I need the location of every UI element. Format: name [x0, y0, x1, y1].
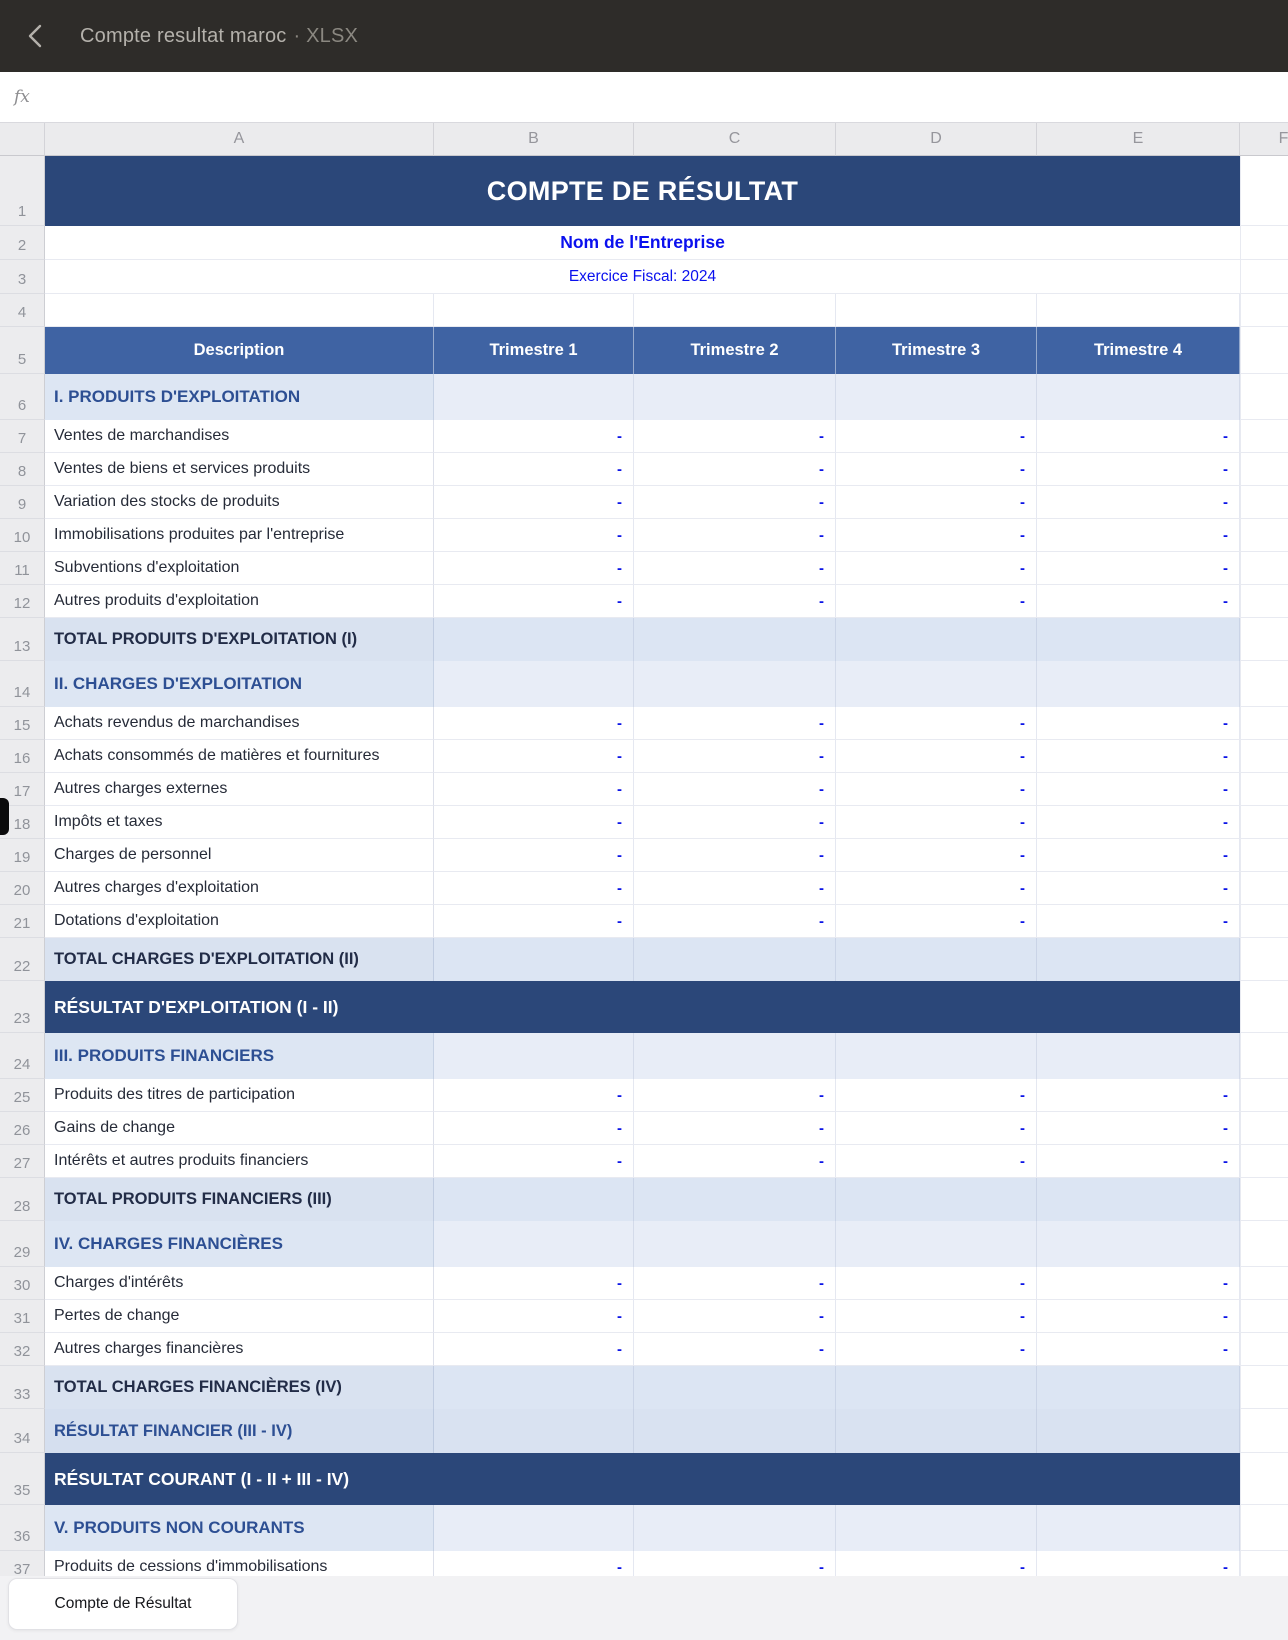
row-header-36[interactable]: 36 [0, 1505, 45, 1551]
cell-F23[interactable] [1240, 981, 1288, 1033]
cell-F35[interactable] [1240, 1453, 1288, 1505]
cell-B36[interactable] [434, 1505, 634, 1551]
cell-B28[interactable] [434, 1178, 634, 1221]
row-36 [0, 1505, 1288, 1551]
cell-E5[interactable]: Trimestre 4 [1037, 327, 1240, 374]
row-31 [0, 1300, 1288, 1333]
cell-A4[interactable] [45, 294, 434, 327]
row-14 [0, 661, 1288, 707]
cell-F6[interactable] [1240, 374, 1288, 420]
cell-A25[interactable]: Produits des titres de participation [45, 1079, 434, 1112]
cell-A29[interactable]: IV. CHARGES FINANCIÈRES [45, 1221, 434, 1267]
cell-A9[interactable]: Variation des stocks de produits [45, 486, 434, 519]
cell-B22[interactable] [434, 938, 634, 981]
cell-F5[interactable] [1240, 327, 1288, 374]
row-19 [0, 839, 1288, 872]
cell-F25[interactable] [1240, 1079, 1288, 1112]
cell-D27[interactable]: - [836, 1145, 1037, 1178]
cell-E11[interactable]: - [1037, 552, 1240, 585]
cell-D10[interactable]: - [836, 519, 1037, 552]
row-header-9[interactable]: 9 [0, 486, 45, 519]
row-34 [0, 1409, 1288, 1453]
cell-E32[interactable]: - [1037, 1333, 1240, 1366]
row-header-34[interactable]: 34 [0, 1409, 45, 1453]
cell-C4[interactable] [634, 294, 836, 327]
cell-F7[interactable] [1240, 420, 1288, 453]
row-drag-handle[interactable] [0, 798, 9, 835]
row-37 [0, 1551, 1288, 1576]
cell-C19[interactable]: - [634, 839, 836, 872]
cell-E9[interactable]: - [1037, 486, 1240, 519]
cell-A3[interactable] [45, 260, 1240, 294]
row-header-5[interactable]: 5 [0, 327, 45, 374]
cell-B19[interactable]: - [434, 839, 634, 872]
cell-E14[interactable] [1037, 661, 1240, 707]
row-17 [0, 773, 1288, 806]
cell-F26[interactable] [1240, 1112, 1288, 1145]
cell-F9[interactable] [1240, 486, 1288, 519]
merged-label-3: Exercice Fiscal: 2024 [568, 267, 717, 285]
cell-F36[interactable] [1240, 1505, 1288, 1551]
cell-F34[interactable] [1240, 1409, 1288, 1453]
row-1 [0, 156, 1288, 226]
cell-E27[interactable]: - [1037, 1145, 1240, 1178]
row-27 [0, 1145, 1288, 1178]
row-header-3[interactable]: 3 [0, 260, 45, 294]
cell-C15[interactable]: - [634, 707, 836, 740]
cell-F12[interactable] [1240, 585, 1288, 618]
cell-E28[interactable] [1037, 1178, 1240, 1221]
cell-F2[interactable] [1240, 226, 1288, 260]
cell-A14[interactable]: II. CHARGES D'EXPLOITATION [45, 661, 434, 707]
column-header-D[interactable]: D [836, 123, 1037, 156]
cell-C29[interactable] [634, 1221, 836, 1267]
cell-F27[interactable] [1240, 1145, 1288, 1178]
cell-E26[interactable]: - [1037, 1112, 1240, 1145]
row-13 [0, 618, 1288, 661]
cell-A7[interactable]: Ventes de marchandises [45, 420, 434, 453]
cell-A34[interactable]: RÉSULTAT FINANCIER (III - IV) [45, 1409, 434, 1453]
cell-A27[interactable]: Intérêts et autres produits financiers [45, 1145, 434, 1178]
cell-F18[interactable] [1240, 806, 1288, 839]
cell-B10[interactable]: - [434, 519, 634, 552]
cell-E19[interactable]: - [1037, 839, 1240, 872]
row-24 [0, 1033, 1288, 1079]
cell-A32[interactable]: Autres charges financières [45, 1333, 434, 1366]
cell-B24[interactable] [434, 1033, 634, 1079]
cell-B18[interactable]: - [434, 806, 634, 839]
row-18 [0, 806, 1288, 839]
cell-F17[interactable] [1240, 773, 1288, 806]
row-header-29[interactable]: 29 [0, 1221, 45, 1267]
cell-F16[interactable] [1240, 740, 1288, 773]
cell-D12[interactable]: - [836, 585, 1037, 618]
cell-B12[interactable]: - [434, 585, 634, 618]
cell-F33[interactable] [1240, 1366, 1288, 1409]
row-header-13[interactable]: 13 [0, 618, 45, 661]
cell-E8[interactable]: - [1037, 453, 1240, 486]
row-header-4[interactable]: 4 [0, 294, 45, 327]
fx-icon: fx [14, 87, 30, 107]
cell-D24[interactable] [836, 1033, 1037, 1079]
row-header-12[interactable]: 12 [0, 585, 45, 618]
cell-C30[interactable]: - [634, 1267, 836, 1300]
cell-D26[interactable]: - [836, 1112, 1037, 1145]
cell-C11[interactable]: - [634, 552, 836, 585]
cell-D7[interactable]: - [836, 420, 1037, 453]
cell-D28[interactable] [836, 1178, 1037, 1221]
row-header-14[interactable]: 14 [0, 661, 45, 707]
cell-A19[interactable]: Charges de personnel [45, 839, 434, 872]
cell-D25[interactable]: - [836, 1079, 1037, 1112]
row-header-32[interactable]: 32 [0, 1333, 45, 1366]
cell-E22[interactable] [1037, 938, 1240, 981]
cell-B21[interactable]: - [434, 905, 634, 938]
row-header-25[interactable]: 25 [0, 1079, 45, 1112]
cell-B9[interactable]: - [434, 486, 634, 519]
cell-D36[interactable] [836, 1505, 1037, 1551]
row-header-35[interactable]: 35 [0, 1453, 45, 1505]
cell-E21[interactable]: - [1037, 905, 1240, 938]
grid-body [0, 156, 1288, 1576]
row-4 [0, 294, 1288, 327]
row-22 [0, 938, 1288, 981]
cell-E20[interactable]: - [1037, 872, 1240, 905]
cell-F11[interactable] [1240, 552, 1288, 585]
row-header-15[interactable]: 15 [0, 707, 45, 740]
titlebar [0, 0, 1288, 72]
row-6 [0, 374, 1288, 420]
cell-C33[interactable] [634, 1366, 836, 1409]
cell-A16[interactable]: Achats consommés de matières et fournitures [45, 740, 434, 773]
cell-E29[interactable] [1037, 1221, 1240, 1267]
cell-B11[interactable]: - [434, 552, 634, 585]
cell-F15[interactable] [1240, 707, 1288, 740]
cell-C14[interactable] [634, 661, 836, 707]
cell-E33[interactable] [1037, 1366, 1240, 1409]
cell-D8[interactable]: - [836, 453, 1037, 486]
cell-D18[interactable]: - [836, 806, 1037, 839]
row-header-27[interactable]: 27 [0, 1145, 45, 1178]
cell-D33[interactable] [836, 1366, 1037, 1409]
row-header-23[interactable]: 23 [0, 981, 45, 1033]
cell-F4[interactable] [1240, 294, 1288, 327]
cell-C17[interactable]: - [634, 773, 836, 806]
cell-A21[interactable]: Dotations d'exploitation [45, 905, 434, 938]
cell-C7[interactable]: - [634, 420, 836, 453]
document-filetype: · XLSX [293, 24, 359, 47]
row-15 [0, 707, 1288, 740]
cell-D11[interactable]: - [836, 552, 1037, 585]
row-9 [0, 486, 1288, 519]
cell-C31[interactable]: - [634, 1300, 836, 1333]
cell-A22[interactable]: TOTAL CHARGES D'EXPLOITATION (II) [45, 938, 434, 981]
cell-B29[interactable] [434, 1221, 634, 1267]
row-header-31[interactable]: 31 [0, 1300, 45, 1333]
cell-D21[interactable]: - [836, 905, 1037, 938]
cell-A18[interactable]: Impôts et taxes [45, 806, 434, 839]
cell-A10[interactable]: Immobilisations produites par l'entreprise [45, 519, 434, 552]
row-header-30[interactable]: 30 [0, 1267, 45, 1300]
cell-B31[interactable]: - [434, 1300, 634, 1333]
cell-B32[interactable]: - [434, 1333, 634, 1366]
cell-E34[interactable] [1037, 1409, 1240, 1453]
cell-D31[interactable]: - [836, 1300, 1037, 1333]
cell-C16[interactable]: - [634, 740, 836, 773]
row-header-22[interactable]: 22 [0, 938, 45, 981]
cell-D20[interactable]: - [836, 872, 1037, 905]
row-header-8[interactable]: 8 [0, 453, 45, 486]
column-header-row [0, 123, 1288, 156]
cell-A30[interactable]: Charges d'intérêts [45, 1267, 434, 1300]
cell-F10[interactable] [1240, 519, 1288, 552]
row-29 [0, 1221, 1288, 1267]
cell-B37[interactable]: - [434, 1551, 634, 1576]
merged-label-2: Nom de l'Entreprise [560, 232, 725, 252]
cell-F29[interactable] [1240, 1221, 1288, 1267]
cell-C27[interactable]: - [634, 1145, 836, 1178]
cell-F32[interactable] [1240, 1333, 1288, 1366]
row-35 [0, 1453, 1288, 1505]
cell-D5[interactable]: Trimestre 3 [836, 327, 1037, 374]
cell-D34[interactable] [836, 1409, 1037, 1453]
cell-E16[interactable]: - [1037, 740, 1240, 773]
cell-A33[interactable]: TOTAL CHARGES FINANCIÈRES (IV) [45, 1366, 434, 1409]
chevron-left-icon [28, 24, 42, 48]
cell-F24[interactable] [1240, 1033, 1288, 1079]
cell-B5[interactable]: Trimestre 1 [434, 327, 634, 374]
row-header-28[interactable]: 28 [0, 1178, 45, 1221]
cell-C22[interactable] [634, 938, 836, 981]
cell-B20[interactable]: - [434, 872, 634, 905]
cell-D17[interactable]: - [836, 773, 1037, 806]
cell-F19[interactable] [1240, 839, 1288, 872]
row-header-21[interactable]: 21 [0, 905, 45, 938]
row-header-7[interactable]: 7 [0, 420, 45, 453]
cell-E7[interactable]: - [1037, 420, 1240, 453]
cell-F21[interactable] [1240, 905, 1288, 938]
cell-E36[interactable] [1037, 1505, 1240, 1551]
cell-E17[interactable]: - [1037, 773, 1240, 806]
sheet-tab-compte-de-resultat[interactable]: Compte de Résultat [8, 1578, 238, 1630]
cell-D13[interactable] [836, 618, 1037, 661]
cell-A24[interactable]: III. PRODUITS FINANCIERS [45, 1033, 434, 1079]
cell-C6[interactable] [634, 374, 836, 420]
cell-D37[interactable]: - [836, 1551, 1037, 1576]
row-header-24[interactable]: 24 [0, 1033, 45, 1079]
cell-A26[interactable]: Gains de change [45, 1112, 434, 1145]
cell-E13[interactable] [1037, 618, 1240, 661]
cell-C18[interactable]: - [634, 806, 836, 839]
cell-C25[interactable]: - [634, 1079, 836, 1112]
sheet-tab-bar [0, 1576, 1288, 1640]
row-header-10[interactable]: 10 [0, 519, 45, 552]
cell-E25[interactable]: - [1037, 1079, 1240, 1112]
cell-B16[interactable]: - [434, 740, 634, 773]
cell-A35[interactable]: RÉSULTAT COURANT (I - II + III - IV) [45, 1453, 1240, 1505]
cell-E10[interactable]: - [1037, 519, 1240, 552]
cell-B30[interactable]: - [434, 1267, 634, 1300]
cell-C20[interactable]: - [634, 872, 836, 905]
cell-F22[interactable] [1240, 938, 1288, 981]
row-5 [0, 327, 1288, 374]
cell-D15[interactable]: - [836, 707, 1037, 740]
cell-F37[interactable] [1240, 1551, 1288, 1576]
row-header-20[interactable]: 20 [0, 872, 45, 905]
cell-C28[interactable] [634, 1178, 836, 1221]
cell-A17[interactable]: Autres charges externes [45, 773, 434, 806]
cell-A1[interactable]: COMPTE DE RÉSULTAT [45, 156, 1240, 226]
formula-bar[interactable] [0, 72, 1288, 123]
cell-C21[interactable]: - [634, 905, 836, 938]
cell-C34[interactable] [634, 1409, 836, 1453]
cell-A13[interactable]: TOTAL PRODUITS D'EXPLOITATION (I) [45, 618, 434, 661]
cell-B17[interactable]: - [434, 773, 634, 806]
cell-C24[interactable] [634, 1033, 836, 1079]
cell-F3[interactable] [1240, 260, 1288, 294]
cell-B33[interactable] [434, 1366, 634, 1409]
cell-C13[interactable] [634, 618, 836, 661]
row-28 [0, 1178, 1288, 1221]
column-header-A[interactable]: A [45, 123, 434, 156]
column-header-F[interactable]: F [1240, 123, 1288, 156]
cell-A36[interactable]: V. PRODUITS NON COURANTS [45, 1505, 434, 1551]
cell-D6[interactable] [836, 374, 1037, 420]
row-header-19[interactable]: 19 [0, 839, 45, 872]
row-12 [0, 585, 1288, 618]
row-10 [0, 519, 1288, 552]
cell-D16[interactable]: - [836, 740, 1037, 773]
cell-A2[interactable] [45, 226, 1240, 260]
cell-F14[interactable] [1240, 661, 1288, 707]
cell-C10[interactable]: - [634, 519, 836, 552]
row-header-1[interactable]: 1 [0, 156, 45, 226]
cell-F20[interactable] [1240, 872, 1288, 905]
cell-A15[interactable]: Achats revendus de marchandises [45, 707, 434, 740]
cell-F13[interactable] [1240, 618, 1288, 661]
column-header-B[interactable]: B [434, 123, 634, 156]
cell-E37[interactable]: - [1037, 1551, 1240, 1576]
cell-D14[interactable] [836, 661, 1037, 707]
cell-E12[interactable]: - [1037, 585, 1240, 618]
row-16 [0, 740, 1288, 773]
row-header-26[interactable]: 26 [0, 1112, 45, 1145]
cell-A8[interactable]: Ventes de biens et services produits [45, 453, 434, 486]
back-button[interactable] [28, 23, 50, 49]
cell-F28[interactable] [1240, 1178, 1288, 1221]
cell-A23[interactable]: RÉSULTAT D'EXPLOITATION (I - II) [45, 981, 1240, 1033]
row-header-11[interactable]: 11 [0, 552, 45, 585]
cell-B6[interactable] [434, 374, 634, 420]
cell-A37[interactable]: Produits de cessions d'immobilisations [45, 1551, 434, 1576]
cell-B4[interactable] [434, 294, 634, 327]
cell-E4[interactable] [1037, 294, 1240, 327]
row-26 [0, 1112, 1288, 1145]
row-7 [0, 420, 1288, 453]
cell-B14[interactable] [434, 661, 634, 707]
row-20 [0, 872, 1288, 905]
cell-C26[interactable]: - [634, 1112, 836, 1145]
document-title: Compte resultat maroc [80, 24, 287, 47]
cell-C5[interactable]: Trimestre 2 [634, 327, 836, 374]
cell-D29[interactable] [836, 1221, 1037, 1267]
cell-A12[interactable]: Autres produits d'exploitation [45, 585, 434, 618]
cell-F8[interactable] [1240, 453, 1288, 486]
row-header-33[interactable]: 33 [0, 1366, 45, 1409]
cell-C8[interactable]: - [634, 453, 836, 486]
cell-A28[interactable]: TOTAL PRODUITS FINANCIERS (III) [45, 1178, 434, 1221]
row-header-2[interactable]: 2 [0, 226, 45, 260]
cell-B8[interactable]: - [434, 453, 634, 486]
cell-D22[interactable] [836, 938, 1037, 981]
cell-B27[interactable]: - [434, 1145, 634, 1178]
cell-E24[interactable] [1037, 1033, 1240, 1079]
row-3 [0, 260, 1288, 294]
cell-B25[interactable]: - [434, 1079, 634, 1112]
cell-C32[interactable]: - [634, 1333, 836, 1366]
cell-D19[interactable]: - [836, 839, 1037, 872]
row-23 [0, 981, 1288, 1033]
cell-C36[interactable] [634, 1505, 836, 1551]
cell-F30[interactable] [1240, 1267, 1288, 1300]
cell-A6[interactable]: I. PRODUITS D'EXPLOITATION [45, 374, 434, 420]
row-header-37[interactable]: 37 [0, 1551, 45, 1576]
cell-B34[interactable] [434, 1409, 634, 1453]
cell-C37[interactable]: - [634, 1551, 836, 1576]
cell-E30[interactable]: - [1037, 1267, 1240, 1300]
cell-A11[interactable]: Subventions d'exploitation [45, 552, 434, 585]
row-header-6[interactable]: 6 [0, 374, 45, 420]
row-header-18[interactable]: 18 [0, 806, 45, 839]
cell-B13[interactable] [434, 618, 634, 661]
cell-A5[interactable]: Description [45, 327, 434, 374]
cell-A20[interactable]: Autres charges d'exploitation [45, 872, 434, 905]
row-21 [0, 905, 1288, 938]
cell-D32[interactable]: - [836, 1333, 1037, 1366]
row-25 [0, 1079, 1288, 1112]
row-32 [0, 1333, 1288, 1366]
row-8 [0, 453, 1288, 486]
cell-D9[interactable]: - [836, 486, 1037, 519]
cell-B26[interactable]: - [434, 1112, 634, 1145]
cell-D4[interactable] [836, 294, 1037, 327]
cell-C12[interactable]: - [634, 585, 836, 618]
cell-E6[interactable] [1037, 374, 1240, 420]
row-11 [0, 552, 1288, 585]
cell-F1[interactable] [1240, 156, 1288, 226]
cell-F31[interactable] [1240, 1300, 1288, 1333]
row-2 [0, 226, 1288, 260]
column-header-C[interactable]: C [634, 123, 836, 156]
row-header-17[interactable]: 17 [0, 773, 45, 806]
cell-E31[interactable]: - [1037, 1300, 1240, 1333]
cell-A31[interactable]: Pertes de change [45, 1300, 434, 1333]
cell-E15[interactable]: - [1037, 707, 1240, 740]
spreadsheet-grid [0, 123, 1288, 1576]
cell-E18[interactable]: - [1037, 806, 1240, 839]
row-33 [0, 1366, 1288, 1409]
cell-B7[interactable]: - [434, 420, 634, 453]
cell-D30[interactable]: - [836, 1267, 1037, 1300]
cell-C9[interactable]: - [634, 486, 836, 519]
corner-cell[interactable] [0, 123, 45, 156]
column-header-E[interactable]: E [1037, 123, 1240, 156]
row-header-16[interactable]: 16 [0, 740, 45, 773]
cell-B15[interactable]: - [434, 707, 634, 740]
row-30 [0, 1267, 1288, 1300]
